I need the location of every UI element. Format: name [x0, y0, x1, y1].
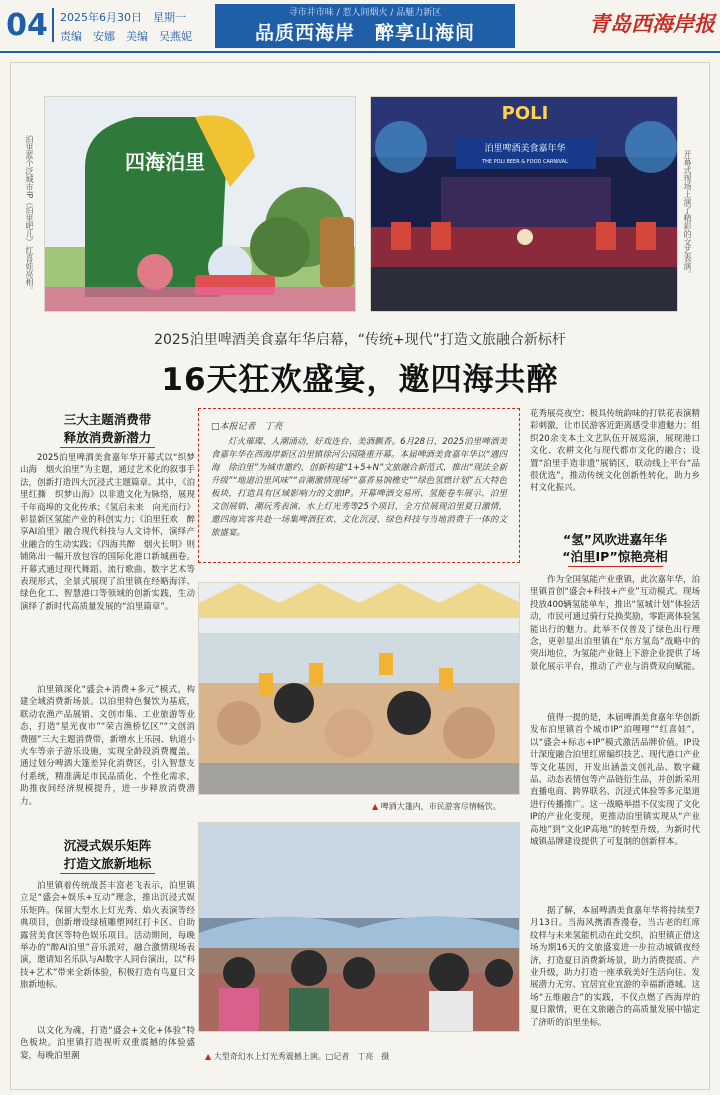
article-intro-box: [198, 408, 520, 563]
header-rule: [0, 51, 720, 53]
photo-ip-mascot: [44, 96, 356, 312]
section-heading-3b: “泊里IP”惊艳亮相: [562, 549, 668, 564]
article-intro: 灯火璀璨、人潮涌动，好戏连台、美酒飘香。6月28日，2025泊里啤酒美食嘉年华在西海岸新区泊里镇徐河公园隆重开幕。本届啤酒美食嘉年华以“遇四海 徐泊里”为城市邀约，创新构建“1+5+N”文旅融合新范式，推出“现法全新升级”“地道泊里风味”“音潮激情现场”“嘉香易饷樵史”“绿色氢燃计划”五大特色板块，打造具有区域影响力的文旅IP。开幕啤酒交易所、氢能卷车展示、泊里文创展销、潮玩秀表演、水上灯光秀等25个项目，全方位展现泊里夏日激情，邀四海宾客共赴一场集啤酒狂欢、文化沉浸、绿色科技与当地消费于一体的文旅盛宴。: [211, 437, 507, 538]
photo-caption-mid: [372, 801, 501, 812]
carnival-sign-en: THE POLI BEER & FOOD CARNIVAL: [482, 159, 568, 165]
photo-light-show: [198, 822, 520, 1032]
heading-underline-3: [568, 566, 663, 567]
carnival-sign-text: 泊里啤酒美食嘉年华: [484, 144, 566, 154]
section-slogan: 寻市井市味 / 惹人间烟火 / 品魅力新区: [288, 8, 442, 18]
section-2-paragraph-2: 以文化为魂，打造“盛会+文化+体验”特色板块。泊里镇打造视听双重震撼的体验盛宴，每晚泊里潮: [20, 1026, 195, 1061]
photo-beer-tent: [198, 582, 520, 795]
header-divider: [52, 8, 54, 42]
article-subtitle: 2025泊里啤酒美食嘉年华启幕，“传统+现代”打造文旅融合新标杆: [154, 332, 566, 348]
photo-opening-show: [370, 96, 678, 312]
right-column-continuation: 花秀展亮夜空；极具传统韵味的打铁花表演精彩刺激，让市民游客近距离感受非遗魅力；组织20余支本土文艺队伍开展巡演，展现港口文化、农耕文化与现代都市文化的融合；设置“泊里手造非遗”展销区，联动线上平台“品很优选”，推动传统文化创新性转化，助力乡村文化振兴。: [530, 409, 700, 494]
photo-ip-mascot-image: [45, 97, 356, 312]
photo-caption-bottom: [205, 1051, 389, 1062]
caption-marker-icon: ▲: [205, 1052, 212, 1061]
section-heading-1a: 三大主题消费带: [63, 412, 152, 427]
section-3-paragraph-3: 据了解，本届啤酒美食嘉年华将持续至7月13日。当海风携酒香漫卷，当古老的红席纹样与未来氢能机动在此交织，泊里镇正借这场为期16天的文旅盛宴进一步拉动城镇夜经济，打造夏日消费新场景，助力消费提质、产业升级，助力打造一座承载美好生活向往、发展潜力无穷、宜居宜业宜游的幸福新港城。这场“五维融合”的实践，不仅点燃了西海岸的夏日激情，更在文旅融合的高质量发展中锚定了济昕的泊里坐标。: [530, 906, 700, 1028]
photo-beer-tent-image: [199, 583, 520, 795]
caption-marker-icon: ▲: [372, 802, 379, 811]
section-heading-2b: 打造文旅新地标: [63, 856, 152, 871]
newspaper-logo: 青岛西海岸报: [589, 11, 715, 36]
section-3-paragraph-2: 值得一提的是，本届啤酒美食嘉年华创新发布泊里镇首个城市IP“泊哩哩”“红喜娃”，以“盛会+标志+IP”模式激活品牌价值。IP设计深度融合泊里红席编织技艺、现代港口产业等文化基因，开发出涵盖文创礼品、数字藏品、动态表情包等产品链衍生品，并创新采用直播电商、跨界联名、沉浸式体验等多元渠道进行传播推广。这一战略举措不仅实现了文化IP的产业化变现，更推动泊里镇实现从“产业高地”到“文化IP高地”的转型升级，为新时代城镇品牌建设提供了可复制的创新样本。: [530, 713, 700, 848]
poli-logo-text: POLI: [501, 103, 549, 124]
photo-caption-mid-text: 啤酒大篷内，市民游客尽情畅饮。: [380, 802, 501, 811]
editor-credits: 责编 安娜 美编 吴燕妮: [60, 30, 192, 43]
heading-underline-1: [60, 447, 155, 448]
heading-underline-2: [60, 873, 155, 874]
photo-light-show-image: [199, 823, 520, 1032]
issue-date: 2025年6月30日 星期一: [60, 11, 186, 24]
section-title: 品质西海岸 醉享山海间: [254, 22, 475, 44]
section-3-paragraph-1: 作为全国氢能产业重镇，此次嘉年华，泊里镇首创“盛会+科技+产业”互动模式。现场投放400辆氢能单车，推出“氢城计划”体验活动，市民可通过骑行兑换奖励，零距离体验氢能出行的魅力。此举不仅普及了绿色出行理念，更彰显出泊里镇在“东方氢岛”战略中的突出地位，为氢能产业链上下游企业提供了场景化展示平台，推动了产业与消费双向赋能。: [530, 575, 700, 672]
page-number: 04: [6, 8, 48, 43]
section-2-paragraph-1: 泊里镇着传统战荟丰富老飞表示，泊里镇立足“盛会+娱乐+互动”理念，推出沉浸式娱乐矩阵。保留大型水上灯光秀、焰火表演等经典项目，创新增设绿植雕塑网红打卡区、自助露营美食区等特色娱乐项目。活动期间，每晚举办的“醉AI泊里”音乐派对，融合激情现场表演，邀请知名乐队与AI数字人同台演出，以“科技+艺术”带来全新体验，积极打造有鸟夏日文旅新地标。: [20, 881, 195, 991]
section-1-paragraph-2: 泊里镇深化“盛会+消费+多元”模式，构建全域消费新场景。以泊里特色餐饮为基底，联动农渔产品展销、文创市集、工业旅游等业态，打造“星光夜市”“荣吉渔桥忆区”“文创消费圈”三大主题消费带，新增水上乐园、轨道小火车等亲子游乐设施，实现全龄段消费覆盖。通过划分啤酒大篷差异化消费区，引入智慧支付系统，精准满足市民品质化、个性化需求，助推夜间经济规模提升，进一步释放消费潜力。: [20, 685, 195, 807]
photo-caption-left: 泊里蓝个泛城市IP（泊里吧儿）红喜娃亮相。: [25, 135, 34, 295]
photo-caption-right: 开幕式现场上演了精彩的文艺表演。: [683, 150, 692, 278]
mascot-sign-text: 四海泊里: [125, 150, 205, 174]
photo-opening-show-image: [371, 97, 678, 312]
section-heading-2a: 沉浸式娱乐矩阵: [63, 838, 152, 853]
section-heading-3a: “氢”风吹进嘉年华: [563, 532, 667, 547]
section-heading-1b: 释放消费新潜力: [63, 430, 152, 445]
article-title: 16天狂欢盛宴，邀四海共醉: [161, 362, 559, 398]
page-header: [0, 0, 720, 50]
section-1-paragraph-1: 2025泊里啤酒美食嘉年华开幕式以“织梦山海 烟火泊里”为主题，通过艺术化的叙事手法，创新打造四大沉浸式主题篇章。其中，《泊里红撕 织梦山海》以非遗文化为脉络，展现千年商埠的文化传承；《氢启未来 向光而行》彰显新区氢能产业的科创实力；《泊里狂欢 醉享AI泊里》融合现代科技与人文诗怀，演绎产业融合的生动实践；《四海共醉 烟火长明》则铺陈出一幅开放包容的国际化港口新城画卷。开幕式通过现代舞蹈、流行歌曲、数字艺术等表现形式，全景式展现了泊里镇在经略海洋、绿色化工、智慧港口等领域的创新实践，生动演绎了新时代高质量发展的“泊里篇章”。: [20, 453, 195, 612]
reporter-byline: □本报记者 丁亮: [211, 422, 283, 432]
photo-caption-bottom-text: 大型奇幻水上灯光秀震撼上演。□记者 丁亮 摄: [213, 1052, 390, 1061]
